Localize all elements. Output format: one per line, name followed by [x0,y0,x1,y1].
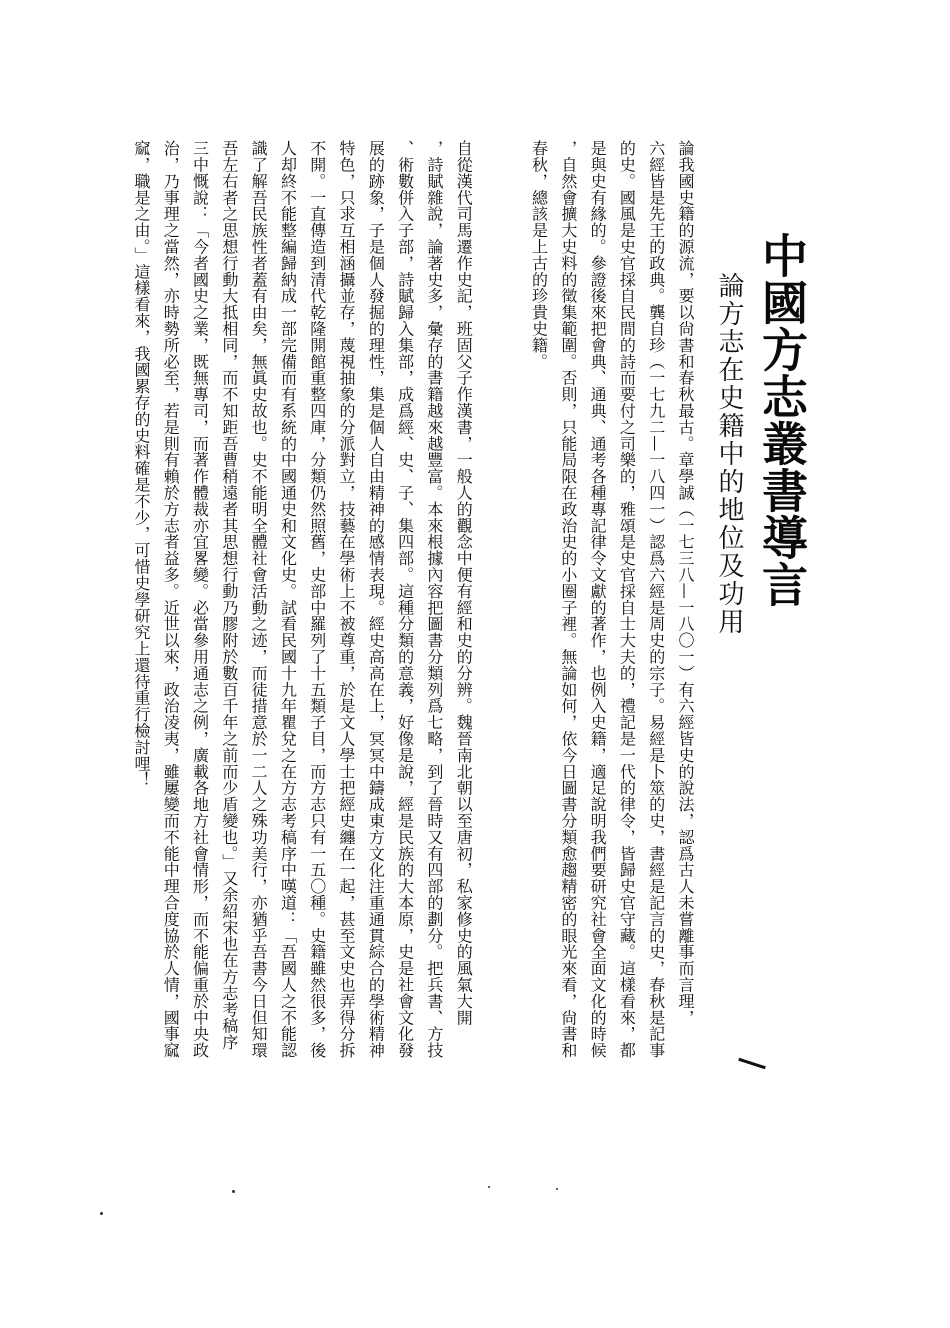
document-subtitle: 論方志在史籍中的地位及功用 [714,272,744,636]
text-column: 、術數併入子部，詩賦歸入集部，成爲經、史、子、集四部。這種分類的意義，好像是說，經是民族的大本原，史是社會文化發 [395,140,415,1059]
text-column: 人却終不能整編歸納成一部完備而有系統的中國通史和文化史。試看民國十九年瞿兌之在方志考稿序中嘆道：「吾國人之不能認 [278,140,298,1059]
scan-speck [556,1188,558,1190]
body-text [78,140,700,1220]
document-title: 中國方志叢書導言 [755,232,809,608]
text-column: 展的跡象，子是個人發掘的理性，集是個人自由精神的感情表現。經史高高在上，冥冥中鑄成東方文化注重通貫綜合的學術精神 [366,140,386,1059]
text-column: 吾左右者之思想行動大抵相同，而不知距吾曹稍遠者其思想行動乃膠附於數百千年之前而少盾變也。」又余紹宋也在方志考稿序 [219,140,239,1051]
text-column: 春秋，總該是上古的珍貴史籍。 [529,140,549,370]
text-column: 三中慨說：「今者國史之業，既無專司，而著作體裁亦宜畧變。必當參用通志之例，廣載各地方社會情形，而不能偏重於中央政 [190,140,210,1059]
section-marker [738,1058,766,1070]
text-column: 治，乃事理之當然，亦時勢所必至，若是則有賴於方志者益多。近世以來，政治凌夷，雖屢變而不能中理合度協於人情，國事窳 [161,140,181,1059]
text-column: 自從漢代司馬遷作史記，班固父子作漢書，一般人的觀念中便有經和史的分辨。魏晉南北朝以至唐初，私家修史的風氣大開 [454,140,474,1026]
scan-speck [232,1190,235,1193]
text-column: ，詩賦雜說，論著史多，彙存的書籍越來越豐富。本來根據內容把圖書分類列爲七略，到了晉時又有四部的劃分。把兵書、方技 [424,140,444,1059]
scan-speck [488,1186,490,1188]
scan-speck [100,1212,103,1215]
text-column: 識了解吾民族性者蓋有由矣，無眞史故也。史不能明全體社會活動之迹，而徒措意於一二人之殊功美行，亦猶乎吾書今日但知環 [249,140,269,1059]
text-column: 窳，職是之由。」這樣看來，我國累存的史料確是不少，可惜史學研究上還待重行檢討哩！ [131,140,151,788]
text-column: 特色，只求互相涵攝並存，蔑視抽象的分派對立，技藝在學術上不被尊重，於是文人學士把經史纏在一起，甚至文史也弄得分拆 [337,140,357,1059]
text-column: 六經皆是先王的政典。龔自珍（一七九二—一八四一）認爲六經是周史的宗子。易經是卜筮的史，書經是記言的史，春秋是記事 [646,140,666,1059]
text-column: 的史。國風是史官採自民間的詩而要付之司樂的，雅頌是史官採自士大夫的，禮記是一代的律令，皆歸史官守藏。這樣看來，都 [617,140,637,1059]
text-column: 不開。一直傳造到清代乾隆開館重整四庫，分類仍然照舊，史部中羅列了十五類子目，而方志只有一五〇種。史籍雖然很多，後 [307,140,327,1059]
text-column: ，自然會擴大史料的徵集範圍。否則，只能局限在政治史的小圈子裡。無論如何，依今日圖書分類愈趨精密的眼光來看，尙書和 [558,140,578,1059]
text-column: 是與史有緣的。參證後來把會典、通典、通考各種專記律令文獻的著作，也例入史籍，適足說明我們要研究社會全面文化的時候 [588,140,608,1059]
text-column: 論我國史籍的源流，要以尙書和春秋最古。章學誠（一七三八—一八〇一）有六經皆史的說法，認爲古人未嘗離事而言理， [676,140,695,1026]
